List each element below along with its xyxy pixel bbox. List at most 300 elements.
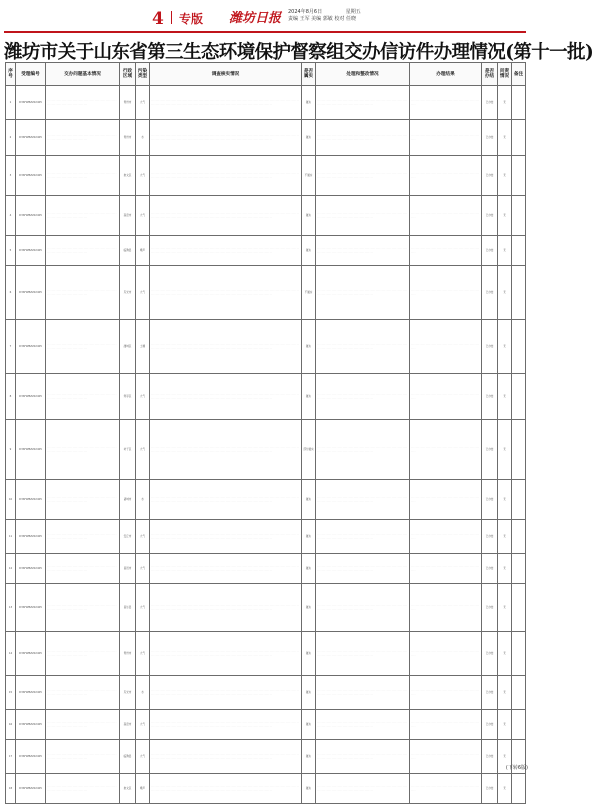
cell-note [512, 676, 526, 710]
cell-region: 青州市 [120, 120, 136, 156]
cell-note [512, 774, 526, 804]
cell-issue-text [46, 236, 120, 266]
cell-result: 已办结 [482, 676, 498, 710]
cell-out-text [410, 86, 482, 120]
cell-handle-text [316, 236, 410, 266]
issue-date: 2024年8月6日 [288, 9, 323, 15]
cell-truth: 属实 [302, 120, 316, 156]
cell-id: D3SFWBZ202405 [16, 676, 46, 710]
cell-handle-text [316, 774, 410, 804]
cell-id: D3SFWBZ202405 [16, 86, 46, 120]
header-cell: 办理结果 [410, 63, 482, 86]
cell-out-text [410, 584, 482, 632]
cell-issue-text [46, 480, 120, 520]
cell-out-text [410, 520, 482, 554]
table-row [6, 676, 526, 710]
table-row [6, 374, 526, 420]
cell-note [512, 86, 526, 120]
cell-issue-text [46, 374, 120, 420]
cell-handle-text [316, 374, 410, 420]
cell-check-text [150, 774, 302, 804]
cell-result: 已办结 [482, 584, 498, 632]
cell-note [512, 156, 526, 196]
cell-truth: 属实 [302, 676, 316, 710]
cell-region: 奎文区 [120, 774, 136, 804]
table-row [6, 520, 526, 554]
cell-check-text [150, 584, 302, 632]
cell-id: D3SFWBZ202405 [16, 196, 46, 236]
cell-result: 已办结 [482, 774, 498, 804]
header-cell: 是否属实 [302, 63, 316, 86]
illegible-text: ························································································································ [317, 289, 408, 296]
cell-check-text [150, 196, 302, 236]
cell-issue-text [46, 554, 120, 584]
cell-handle-text [316, 710, 410, 740]
cell-truth: 部分属实 [302, 420, 316, 480]
cell-acc: 无 [498, 632, 512, 676]
cell-result: 已办结 [482, 156, 498, 196]
cell-check-text [150, 120, 302, 156]
cell-no: 16 [6, 710, 16, 740]
page-number: 4 [152, 9, 164, 29]
cell-no: 13 [6, 584, 16, 632]
cell-acc: 无 [498, 374, 512, 420]
illegible-text: ···························································· [411, 343, 480, 350]
cell-acc: 无 [498, 480, 512, 520]
cell-acc: 无 [498, 554, 512, 584]
cell-out-text [410, 774, 482, 804]
illegible-text: ························································································································ [317, 721, 408, 728]
cell-note [512, 520, 526, 554]
cell-truth: 不属实 [302, 156, 316, 196]
cell-result: 已办结 [482, 710, 498, 740]
illegible-text: ···························································· [411, 289, 480, 296]
illegible-text: ···························································································································································································································· [151, 99, 300, 106]
cell-region: 潍城区 [120, 320, 136, 374]
illegible-text: ························································································································ [317, 446, 408, 453]
cell-result: 已办结 [482, 740, 498, 774]
illegible-text: ···························································································································································································································· [151, 785, 300, 792]
cell-region: 寿光市 [120, 266, 136, 320]
cell-type: 大气 [136, 196, 150, 236]
cell-result: 已办结 [482, 266, 498, 320]
illegible-text: ························································································································ [317, 565, 408, 572]
cell-type: 噪声 [136, 236, 150, 266]
cell-acc: 无 [498, 740, 512, 774]
cell-check-text [150, 236, 302, 266]
illegible-text: ·························································································· [47, 343, 117, 350]
cell-out-text [410, 420, 482, 480]
cell-type: 大气 [136, 374, 150, 420]
cell-truth: 属实 [302, 320, 316, 374]
illegible-text: ·························································································· [47, 212, 117, 219]
complaints-table [5, 62, 526, 804]
table-row [6, 196, 526, 236]
cell-result: 已办结 [482, 420, 498, 480]
cell-truth: 属实 [302, 86, 316, 120]
cell-note [512, 584, 526, 632]
cell-acc: 无 [498, 236, 512, 266]
cell-type: 土壤 [136, 320, 150, 374]
cell-type: 大气 [136, 520, 150, 554]
section-name: 专版 [179, 12, 204, 26]
cell-out-text [410, 676, 482, 710]
cell-note [512, 236, 526, 266]
cell-note [512, 320, 526, 374]
cell-issue-text [46, 196, 120, 236]
cell-handle-text [316, 196, 410, 236]
cell-region: 青州市 [120, 86, 136, 120]
table-row [6, 236, 526, 266]
cell-note [512, 120, 526, 156]
cell-issue-text [46, 420, 120, 480]
cell-id: D3SFWBZ202405 [16, 740, 46, 774]
illegible-text: ·························································································· [47, 689, 117, 696]
cell-out-text [410, 632, 482, 676]
cell-handle-text [316, 120, 410, 156]
cell-truth: 属实 [302, 632, 316, 676]
illegible-text: ···························································· [411, 247, 480, 254]
cell-out-text [410, 710, 482, 740]
cell-issue-text [46, 520, 120, 554]
illegible-text: ···························································································································································································································· [151, 247, 300, 254]
illegible-text: ·························································································· [47, 533, 117, 540]
illegible-text: ························································································································ [317, 393, 408, 400]
cell-note [512, 196, 526, 236]
cell-acc: 无 [498, 156, 512, 196]
cell-no: 12 [6, 554, 16, 584]
cell-issue-text [46, 774, 120, 804]
page-headline: 潍坊市关于山东省第三生态环境保护督察组交办信访件办理情况(第十一批) [4, 42, 593, 63]
cell-out-text [410, 120, 482, 156]
cell-region: 坊子区 [120, 420, 136, 480]
illegible-text: ·························································································· [47, 604, 117, 611]
illegible-text: ·························································································· [47, 496, 117, 503]
cell-result: 已办结 [482, 120, 498, 156]
cell-truth: 属实 [302, 520, 316, 554]
cell-handle-text [316, 480, 410, 520]
cell-acc: 无 [498, 584, 512, 632]
cell-check-text [150, 632, 302, 676]
illegible-text: ···························································· [411, 650, 480, 657]
cell-result: 已办结 [482, 520, 498, 554]
cell-out-text [410, 156, 482, 196]
illegible-text: ···························································································································································································································· [151, 721, 300, 728]
cell-issue-text [46, 266, 120, 320]
illegible-text: ···························································································································································································································· [151, 446, 300, 453]
illegible-text: ·························································································· [47, 134, 117, 141]
table-row [6, 320, 526, 374]
cell-no: 4 [6, 196, 16, 236]
cell-no: 2 [6, 120, 16, 156]
illegible-text: ···························································································································································································································· [151, 565, 300, 572]
cell-region: 寒亭区 [120, 374, 136, 420]
illegible-text: ···························································· [411, 533, 480, 540]
cell-no: 17 [6, 740, 16, 774]
cell-check-text [150, 266, 302, 320]
cell-no: 14 [6, 632, 16, 676]
illegible-text: ···························································· [411, 785, 480, 792]
illegible-text: ························································································································ [317, 247, 408, 254]
cell-type: 大气 [136, 710, 150, 740]
cell-id: D3SFWBZ202405 [16, 420, 46, 480]
cell-region: 临朐县 [120, 740, 136, 774]
illegible-text: ·························································································· [47, 650, 117, 657]
cell-acc: 无 [498, 196, 512, 236]
cell-no: 9 [6, 420, 16, 480]
illegible-text: ···························································· [411, 446, 480, 453]
illegible-text: ························································································································ [317, 172, 408, 179]
illegible-text: ·························································································· [47, 565, 117, 572]
cell-acc: 无 [498, 774, 512, 804]
cell-note [512, 554, 526, 584]
table-row [6, 86, 526, 120]
cell-note [512, 632, 526, 676]
illegible-text: ···························································································································································································································· [151, 533, 300, 540]
cell-out-text [410, 266, 482, 320]
illegible-text: ···························································································································································································································· [151, 212, 300, 219]
cell-check-text [150, 554, 302, 584]
illegible-text: ···························································· [411, 134, 480, 141]
header-cell: 序号 [6, 63, 16, 86]
cell-truth: 属实 [302, 710, 316, 740]
cell-region: 高密市 [120, 710, 136, 740]
illegible-text: ·························································································· [47, 721, 117, 728]
cell-out-text [410, 320, 482, 374]
table-row [6, 480, 526, 520]
cell-truth: 属实 [302, 774, 316, 804]
cell-handle-text [316, 320, 410, 374]
illegible-text: ···························································· [411, 689, 480, 696]
cell-check-text [150, 320, 302, 374]
illegible-text: ···························································································································································································································· [151, 343, 300, 350]
table-row [6, 774, 526, 804]
cell-check-text [150, 420, 302, 480]
table-body [6, 86, 526, 804]
cell-acc: 无 [498, 676, 512, 710]
cell-id: D3SFWBZ202405 [16, 320, 46, 374]
cell-acc: 无 [498, 266, 512, 320]
illegible-text: ························································································································ [317, 650, 408, 657]
illegible-text: ·························································································· [47, 247, 117, 254]
svg-text:潍坊日报: 潍坊日报 [229, 11, 282, 26]
table-header-row [6, 63, 526, 86]
cell-no: 6 [6, 266, 16, 320]
illegible-text: ···························································································································································································································· [151, 172, 300, 179]
editors-line: 责编 王军 美编 郭敏 校对 任晓 [288, 16, 356, 22]
cell-no: 15 [6, 676, 16, 710]
cell-type: 大气 [136, 86, 150, 120]
cell-no: 8 [6, 374, 16, 420]
cell-result: 已办结 [482, 86, 498, 120]
cell-result: 已办结 [482, 374, 498, 420]
cell-region: 青州市 [120, 632, 136, 676]
cell-handle-text [316, 520, 410, 554]
header-cell: 受理编号 [16, 63, 46, 86]
masthead [0, 0, 530, 32]
cell-no: 10 [6, 480, 16, 520]
illegible-text: ···························································· [411, 393, 480, 400]
cell-no: 7 [6, 320, 16, 374]
illegible-text: ···························································· [411, 604, 480, 611]
cell-result: 已办结 [482, 480, 498, 520]
cell-handle-text [316, 632, 410, 676]
cell-no: 5 [6, 236, 16, 266]
cell-result: 已办结 [482, 320, 498, 374]
cell-truth: 不属实 [302, 266, 316, 320]
illegible-text: ···························································································································································································································· [151, 753, 300, 760]
cell-check-text [150, 86, 302, 120]
cell-acc: 无 [498, 710, 512, 740]
illegible-text: ························································································································ [317, 496, 408, 503]
illegible-text: ···························································· [411, 172, 480, 179]
cell-check-text [150, 520, 302, 554]
cell-type: 噪声 [136, 774, 150, 804]
header-cell: 处理和整改情况 [316, 63, 410, 86]
illegible-text: ························································································································ [317, 343, 408, 350]
cell-region: 临朐县 [120, 236, 136, 266]
newspaper-logo [228, 6, 286, 27]
cell-type: 大气 [136, 266, 150, 320]
cell-note [512, 266, 526, 320]
illegible-text: ························································································································ [317, 753, 408, 760]
cell-check-text [150, 480, 302, 520]
cell-no: 3 [6, 156, 16, 196]
continued-note: (下转6版) [505, 765, 528, 771]
cell-region: 昌乐县 [120, 584, 136, 632]
illegible-text: ···························································· [411, 496, 480, 503]
header-cell: 污染类型 [136, 63, 150, 86]
cell-check-text [150, 156, 302, 196]
cell-truth: 属实 [302, 480, 316, 520]
header-cell: 备注 [512, 63, 526, 86]
masthead-divider [171, 11, 172, 24]
cell-no: 11 [6, 520, 16, 554]
illegible-text: ························································································································ [317, 533, 408, 540]
table-row [6, 554, 526, 584]
cell-out-text [410, 480, 482, 520]
cell-handle-text [316, 554, 410, 584]
cell-note [512, 420, 526, 480]
cell-id: D3SFWBZ202405 [16, 236, 46, 266]
cell-acc: 无 [498, 320, 512, 374]
cell-type: 大气 [136, 584, 150, 632]
illegible-text: ···························································································································································································································· [151, 289, 300, 296]
table-row [6, 710, 526, 740]
cell-id: D3SFWBZ202405 [16, 774, 46, 804]
cell-truth: 属实 [302, 584, 316, 632]
illegible-text: ···························································································································································································································· [151, 393, 300, 400]
illegible-text: ·························································································· [47, 99, 117, 106]
cell-issue-text [46, 632, 120, 676]
header-cell: 问责情况 [498, 63, 512, 86]
table-row [6, 120, 526, 156]
cell-region: 昌邑市 [120, 554, 136, 584]
cell-handle-text [316, 584, 410, 632]
issue-weekday: 星期五 [345, 9, 361, 15]
header-cell: 交办问题基本情况 [46, 63, 120, 86]
cell-acc: 无 [498, 86, 512, 120]
illegible-text: ···························································································································································································································· [151, 689, 300, 696]
table-row [6, 266, 526, 320]
cell-id: D3SFWBZ202405 [16, 480, 46, 520]
illegible-text: ···························································· [411, 565, 480, 572]
cell-acc: 无 [498, 520, 512, 554]
illegible-text: ···························································· [411, 721, 480, 728]
cell-result: 已办结 [482, 196, 498, 236]
cell-handle-text [316, 86, 410, 120]
issue-meta [288, 9, 361, 23]
cell-type: 大气 [136, 156, 150, 196]
cell-region: 寿光市 [120, 676, 136, 710]
cell-issue-text [46, 710, 120, 740]
cell-result: 已办结 [482, 236, 498, 266]
cell-handle-text [316, 676, 410, 710]
cell-region: 高密市 [120, 196, 136, 236]
header-cell: 行政区域 [120, 63, 136, 86]
illegible-text: ························································································································ [317, 689, 408, 696]
cell-no: 1 [6, 86, 16, 120]
cell-type: 水 [136, 676, 150, 710]
header-cell: 调查核实情况 [150, 63, 302, 86]
cell-no: 18 [6, 774, 16, 804]
cell-out-text [410, 374, 482, 420]
cell-handle-text [316, 266, 410, 320]
cell-id: D3SFWBZ202405 [16, 374, 46, 420]
cell-type: 大气 [136, 554, 150, 584]
illegible-text: ·························································································· [47, 785, 117, 792]
cell-issue-text [46, 320, 120, 374]
table-row [6, 584, 526, 632]
cell-type: 水 [136, 120, 150, 156]
cell-id: D3SFWBZ202405 [16, 632, 46, 676]
illegible-text: ························································································································ [317, 604, 408, 611]
cell-type: 大气 [136, 740, 150, 774]
cell-id: D3SFWBZ202405 [16, 554, 46, 584]
illegible-text: ························································································································ [317, 785, 408, 792]
cell-id: D3SFWBZ202405 [16, 710, 46, 740]
cell-issue-text [46, 676, 120, 710]
illegible-text: ·························································································· [47, 393, 117, 400]
illegible-text: ·························································································· [47, 172, 117, 179]
illegible-text: ························································································································ [317, 134, 408, 141]
cell-region: 奎文区 [120, 156, 136, 196]
cell-type: 大气 [136, 420, 150, 480]
cell-out-text [410, 196, 482, 236]
illegible-text: ·························································································· [47, 289, 117, 296]
table-row [6, 632, 526, 676]
cell-check-text [150, 374, 302, 420]
illegible-text: ·························································································· [47, 446, 117, 453]
cell-truth: 属实 [302, 236, 316, 266]
cell-note [512, 480, 526, 520]
cell-id: D3SFWBZ202405 [16, 120, 46, 156]
cell-out-text [410, 236, 482, 266]
cell-issue-text [46, 584, 120, 632]
table-row [6, 420, 526, 480]
cell-handle-text [316, 420, 410, 480]
cell-id: D3SFWBZ202405 [16, 266, 46, 320]
illegible-text: ···························································································································································································································· [151, 650, 300, 657]
cell-id: D3SFWBZ202405 [16, 584, 46, 632]
cell-region: 安丘市 [120, 520, 136, 554]
cell-acc: 无 [498, 420, 512, 480]
cell-issue-text [46, 120, 120, 156]
illegible-text: ···························································································································································································································· [151, 496, 300, 503]
illegible-text: ···························································· [411, 212, 480, 219]
cell-id: D3SFWBZ202405 [16, 156, 46, 196]
cell-handle-text [316, 156, 410, 196]
